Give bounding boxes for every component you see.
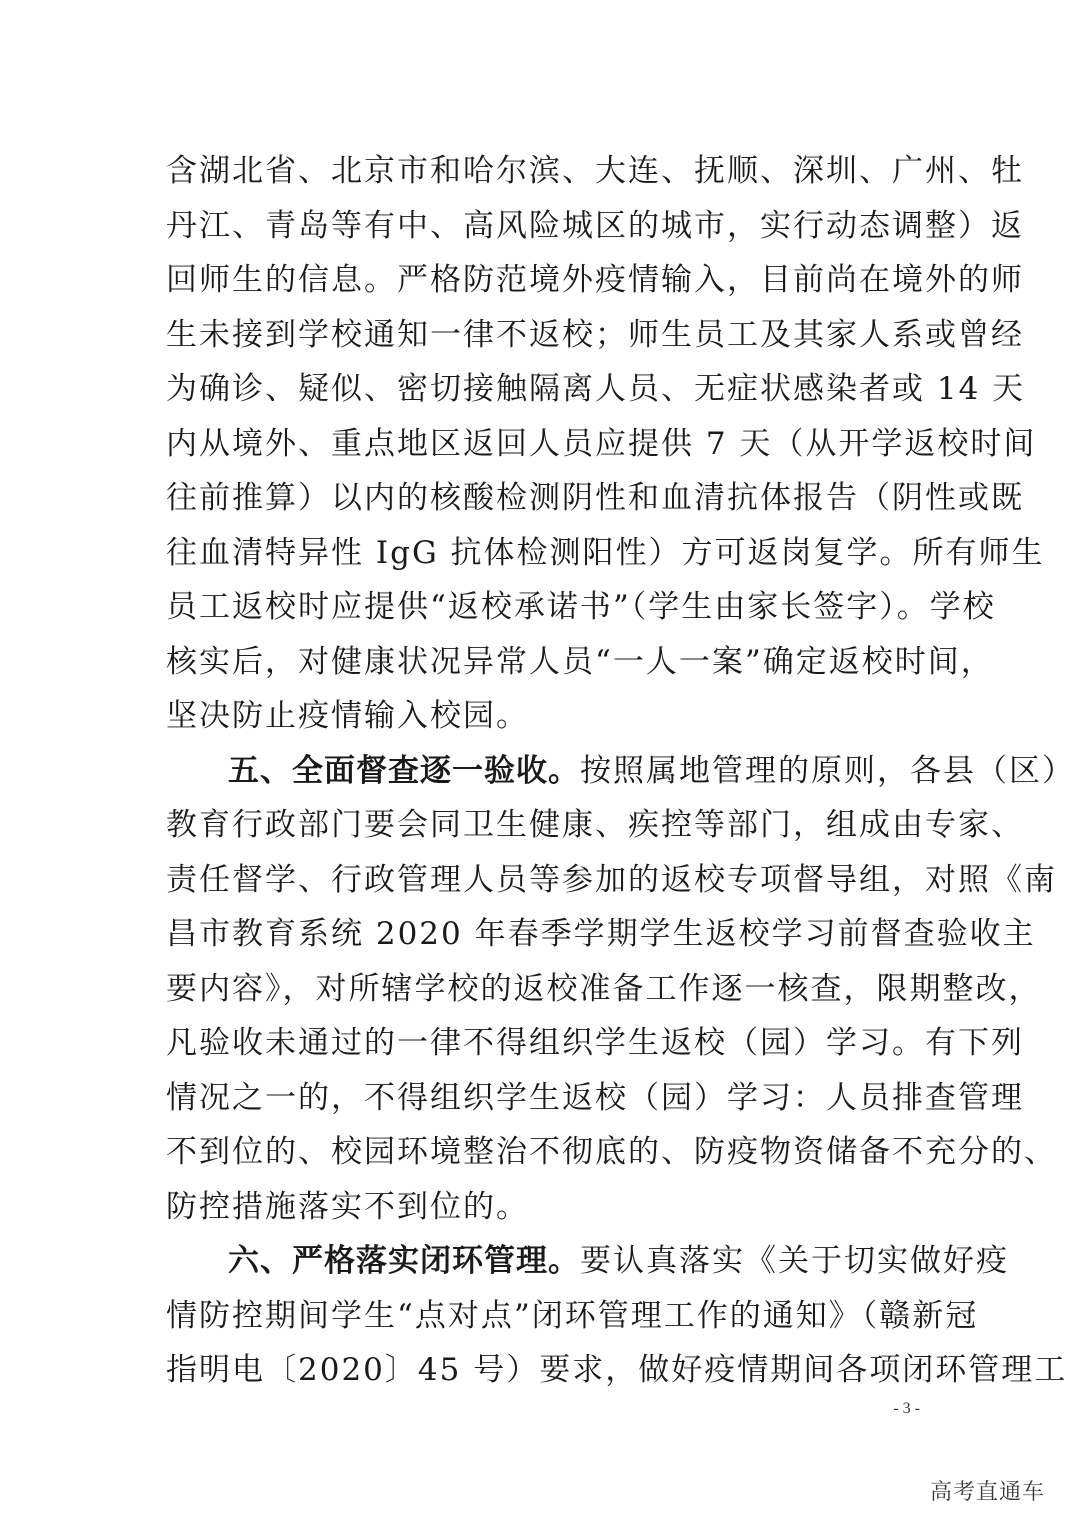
text-line: 凡验收未通过的一律不得组织学生返校（园）学习。有下列 (166, 1025, 1024, 1061)
text-line: 要内容》，对所辖学校的返校准备工作逐一核查，限期整改， (166, 970, 1042, 1007)
text-line: 丹江、青岛等有中、高风险城区的城市，实行动态调整）返 (166, 207, 1024, 244)
text-line: 责任督学、行政管理人员等参加的返校专项督导组，对照《南 (166, 861, 1057, 898)
text-line: 教育行政部门要会同卫生健康、疾控等部门，组成由专家、 (166, 807, 1024, 843)
section-6-heading: 六、严格落实闭环管理。 (228, 1243, 580, 1279)
section-6-first-line (166, 1234, 1009, 1289)
text-line: 往前推算）以内的核酸检测阴性和血清抗体报告（阴性或既 (166, 480, 1024, 516)
text-line: 核实后，对健康状况异常人员“一人一案”确定返校时间， (166, 643, 994, 680)
text-line: 防控措施落实不到位的。 (166, 1188, 529, 1225)
text-line: 往血清特异性 IgG 抗体检测阳性）方可返岗复学。所有师生 (166, 534, 1045, 571)
text-line: 情况之一的，不得组织学生返校（园）学习：人员排查管理 (166, 1079, 1024, 1116)
text-line: 不到位的、校园环境整治不彻底的、防疫物资储备不充分的、 (166, 1134, 1057, 1170)
text-line: 指明电〔2020〕45 号）要求，做好疫情期间各项闭环管理工 (166, 1352, 1068, 1388)
text-line: 坚决防止疫情输入校园。 (166, 698, 529, 734)
watermark-text: 高考直通车 (930, 1480, 1046, 1505)
text-line: 含湖北省、北京市和哈尔滨、大连、抚顺、深圳、广州、牡 (166, 153, 1024, 189)
text-line: 回师生的信息。严格防范境外疫情输入，目前尚在境外的师 (166, 262, 1024, 298)
text-line: 昌市教育系统 2020 年春季学期学生返校学习前督查验收主 (166, 916, 1036, 952)
section-6-first-line-text: 要认真落实《关于切实做好疫 (580, 1243, 1009, 1279)
section-5-heading: 五、全面督查逐一验收。 (228, 752, 580, 789)
page-number: - 3 - (893, 1400, 920, 1417)
text-line: 内从境外、重点地区返回人员应提供 7 天（从开学返校时间 (166, 425, 1037, 462)
text-line: 生未接到学校通知一律不返校；师生员工及其家人系或曾经 (166, 316, 1024, 353)
section-5-first-line-text: 按照属地管理的原则，各县（区） (580, 752, 1075, 789)
document-body (166, 144, 1075, 1398)
section-5-first-line (166, 744, 1075, 799)
text-line: 情防控期间学生“点对点”闭环管理工作的通知》（赣新冠 (166, 1297, 979, 1334)
text-line: 员工返校时应提供“返校承诺书”（学生由家长签字）。学校 (166, 589, 996, 625)
text-line: 为确诊、疑似、密切接触隔离人员、无症状感染者或 14 天 (166, 371, 1026, 407)
